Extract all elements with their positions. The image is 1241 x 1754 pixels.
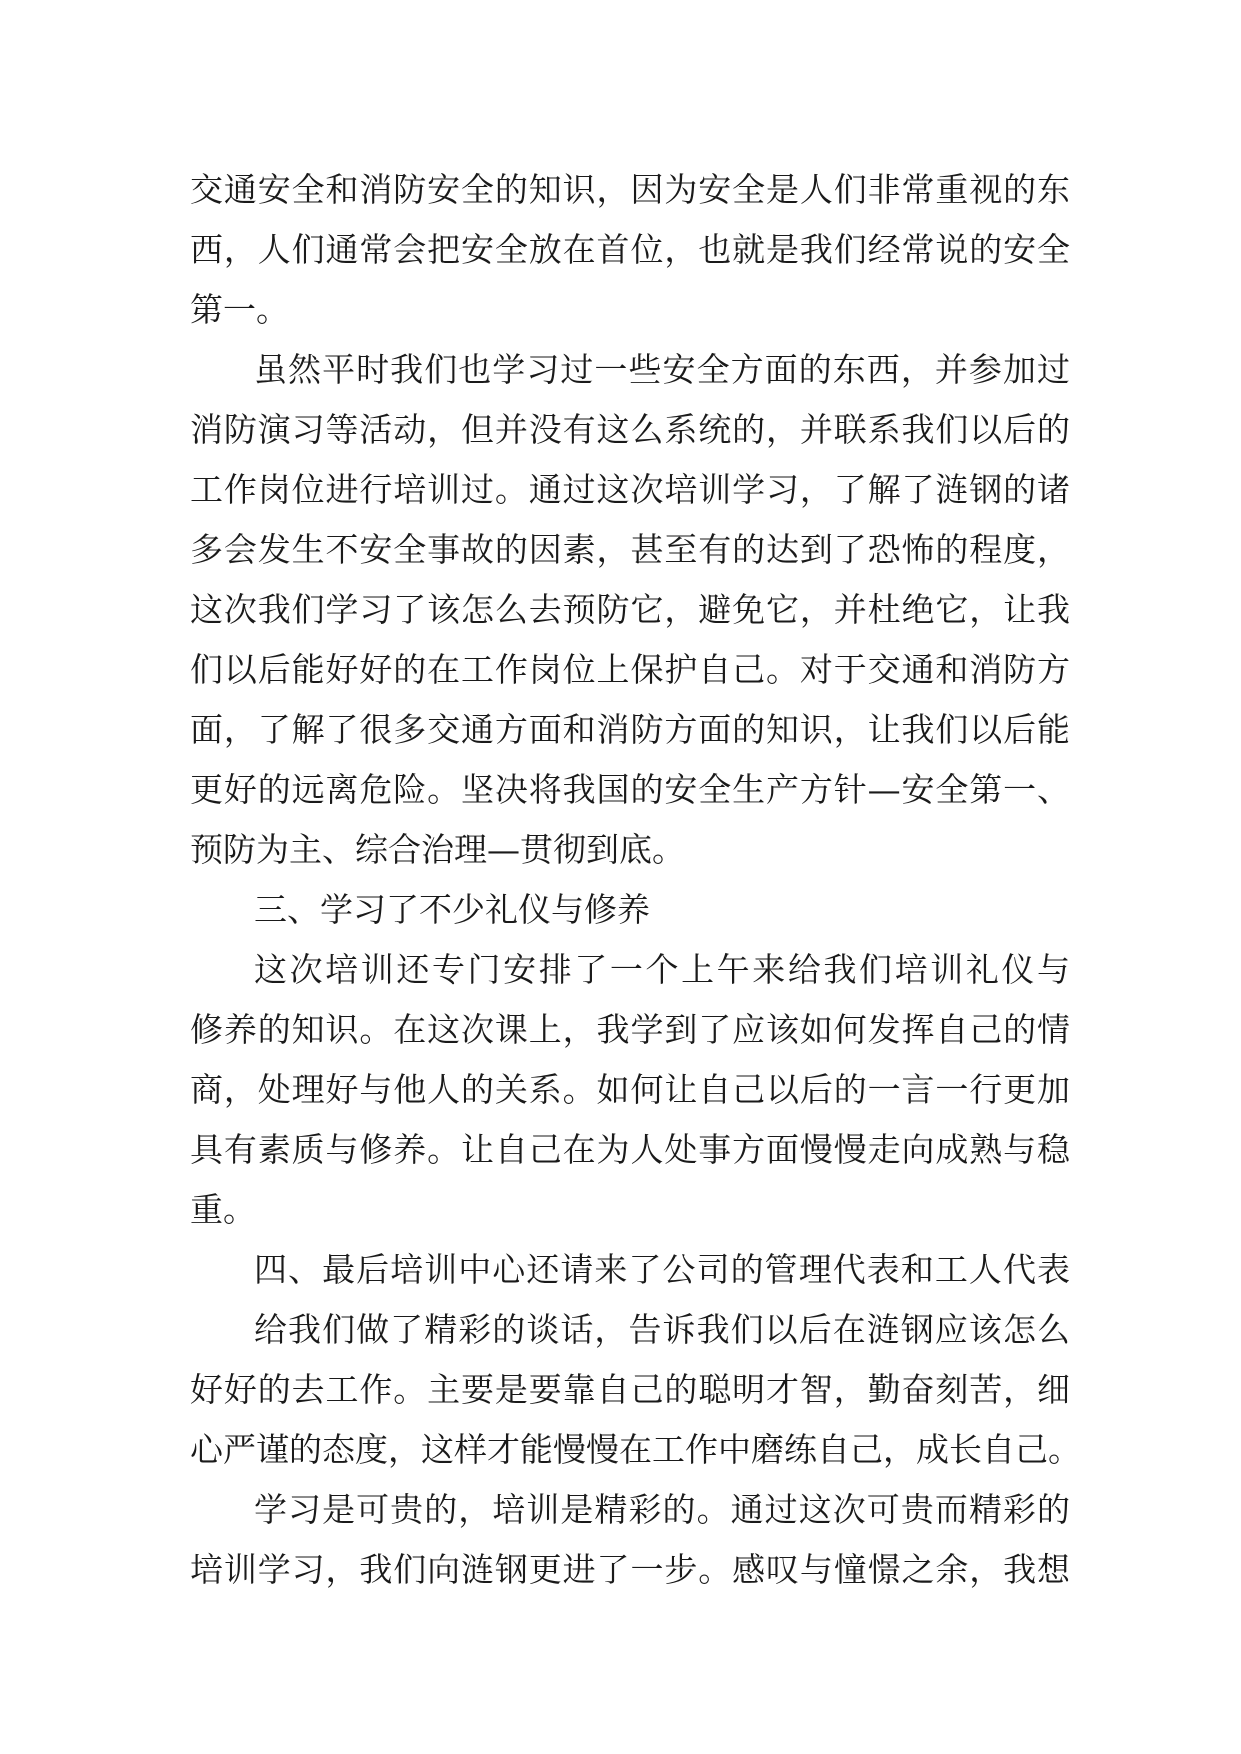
text-line: 面，了解了很多交通方面和消防方面的知识，让我们以后能 xyxy=(190,710,1070,749)
text-line: 培训学习，我们向涟钢更进了一步。感叹与憧憬之余，我想 xyxy=(190,1550,1070,1589)
text-line: 交通安全和消防安全的知识，因为安全是人们非常重视的东 xyxy=(190,170,1070,209)
text-line: 商，处理好与他人的关系。如何让自己以后的一言一行更加 xyxy=(190,1070,1070,1109)
text-line: 预防为主、综合治理—贯彻到底。 xyxy=(190,830,685,869)
section-heading: 四、最后培训中心还请来了公司的管理代表和工人代表 xyxy=(254,1250,1070,1289)
text-line: 工作岗位进行培训过。通过这次培训学习，了解了涟钢的诸 xyxy=(190,470,1070,509)
text-line: 更好的远离危险。坚决将我国的安全生产方针—安全第一、 xyxy=(190,770,1070,809)
text-line: 重。 xyxy=(190,1190,256,1229)
text-line: 西，人们通常会把安全放在首位，也就是我们经常说的安全 xyxy=(190,230,1070,269)
document-body xyxy=(190,160,1081,1600)
text-line: 这次我们学习了该怎么去预防它，避免它，并杜绝它，让我 xyxy=(190,590,1070,629)
section-heading: 三、学习了不少礼仪与修养 xyxy=(254,890,650,929)
text-line: 心严谨的态度，这样才能慢慢在工作中磨练自己，成长自己。 xyxy=(190,1430,1081,1469)
text-line: 第一。 xyxy=(190,290,289,329)
text-line: 们以后能好好的在工作岗位上保护自己。对于交通和消防方 xyxy=(190,650,1070,689)
text-line: 多会发生不安全事故的因素，甚至有的达到了恐怖的程度， xyxy=(190,530,1070,569)
paragraph-start-line: 这次培训还专门安排了一个上午来给我们培训礼仪与 xyxy=(254,950,1070,989)
paragraph-start-line: 学习是可贵的，培训是精彩的。通过这次可贵而精彩的 xyxy=(254,1490,1070,1529)
text-line: 消防演习等活动，但并没有这么系统的，并联系我们以后的 xyxy=(190,410,1070,449)
paragraph-start-line: 给我们做了精彩的谈话，告诉我们以后在涟钢应该怎么 xyxy=(254,1310,1070,1349)
text-line: 具有素质与修养。让自己在为人处事方面慢慢走向成熟与稳 xyxy=(190,1130,1070,1169)
paragraph-start-line: 虽然平时我们也学习过一些安全方面的东西，并参加过 xyxy=(254,350,1070,389)
text-line: 好好的去工作。主要是要靠自己的聪明才智，勤奋刻苦，细 xyxy=(190,1370,1070,1409)
text-line: 修养的知识。在这次课上，我学到了应该如何发挥自己的情 xyxy=(190,1010,1070,1049)
